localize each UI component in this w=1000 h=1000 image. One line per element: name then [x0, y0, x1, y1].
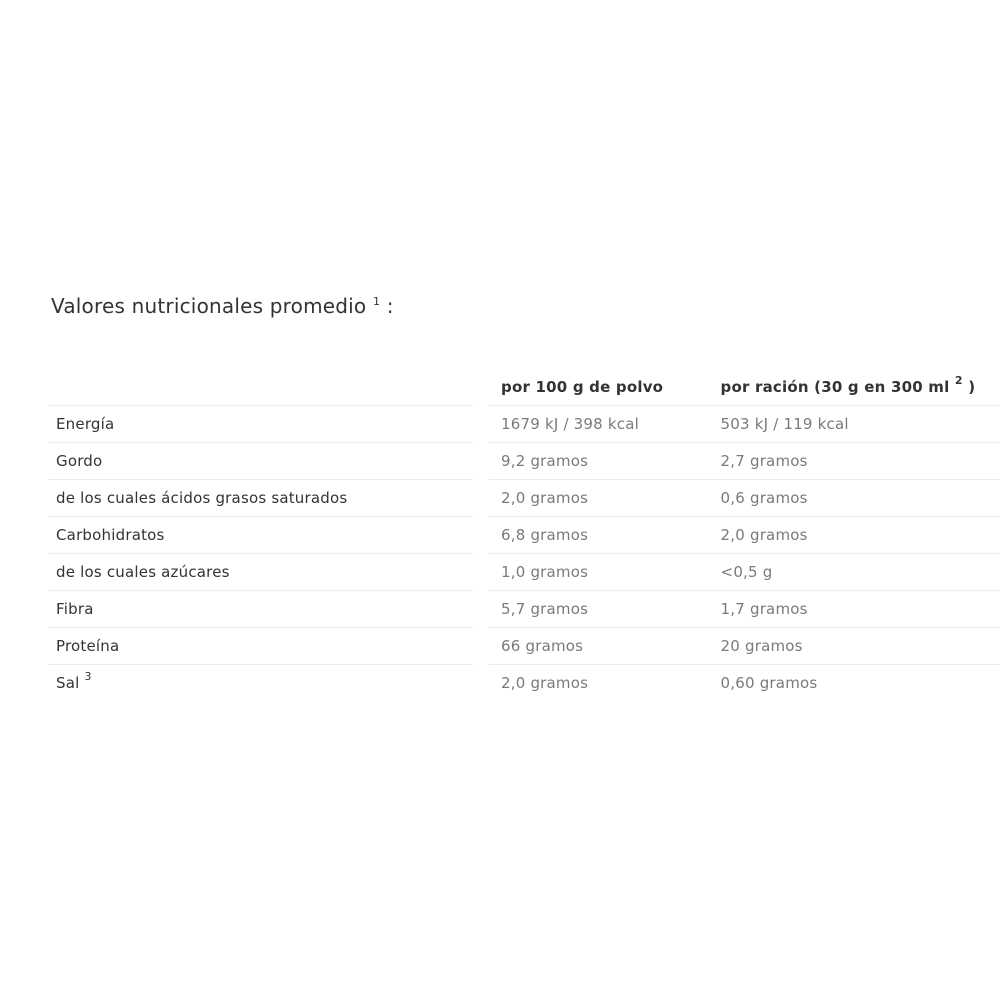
- value-per-100g: 5,7 gramos: [489, 591, 709, 628]
- table-row: [48, 517, 1000, 554]
- nutrition-table-body: [48, 406, 1000, 702]
- value-per-portion: 503 kJ / 119 kcal: [709, 406, 1000, 443]
- value-per-portion: 1,7 gramos: [709, 591, 1000, 628]
- header-per-portion: [709, 369, 1000, 406]
- nutrition-title-text: Valores nutricionales promedio: [51, 294, 367, 318]
- row-gap: [473, 554, 489, 591]
- value-per-100g: 9,2 gramos: [489, 443, 709, 480]
- table-row: [48, 628, 1000, 665]
- row-gap: [473, 591, 489, 628]
- row-gap: [473, 628, 489, 665]
- table-row: [48, 554, 1000, 591]
- nutrient-name: [48, 443, 473, 480]
- nutrient-label: de los cuales azúcares: [56, 563, 230, 581]
- value-per-portion: 20 gramos: [709, 628, 1000, 665]
- header-per-100g: por 100 g de polvo: [501, 378, 664, 396]
- value-per-100g: 2,0 gramos: [489, 665, 709, 702]
- nutrient-name: [48, 628, 473, 665]
- value-per-100g: 1,0 gramos: [489, 554, 709, 591]
- value-per-100g: 66 gramos: [489, 628, 709, 665]
- table-row: [48, 443, 1000, 480]
- title-suffix: :: [380, 294, 394, 318]
- row-gap: [473, 665, 489, 702]
- nutrient-label: Energía: [56, 415, 115, 433]
- nutrient-label: Fibra: [56, 600, 94, 618]
- value-per-100g: 6,8 gramos: [489, 517, 709, 554]
- header-gap: [473, 369, 489, 406]
- header-row: [48, 369, 1000, 406]
- nutrient-name: [48, 554, 473, 591]
- title-footnote-marker: 1: [372, 295, 381, 308]
- table-row: [48, 665, 1000, 702]
- nutrient-name: [48, 406, 473, 443]
- row-gap: [473, 480, 489, 517]
- nutrient-label: Gordo: [56, 452, 103, 470]
- nutrient-name: [48, 591, 473, 628]
- nutrient-name: [48, 665, 473, 702]
- row-gap: [473, 517, 489, 554]
- nutrient-label: Sal: [56, 674, 80, 692]
- nutrient-name: [48, 480, 473, 517]
- header-per-portion-text: por ración (30 g en 300 ml: [720, 378, 950, 396]
- value-per-100g: 1679 kJ / 398 kcal: [489, 406, 709, 443]
- nutrient-label: Carbohidratos: [56, 526, 165, 544]
- row-gap: [473, 443, 489, 480]
- nutrition-table: [48, 369, 1000, 701]
- salt-footnote-marker: 3: [84, 670, 92, 683]
- value-per-portion: 0,6 gramos: [709, 480, 1000, 517]
- nutrition-title: [51, 294, 394, 318]
- nutrient-label: Proteína: [56, 637, 120, 655]
- table-row: [48, 406, 1000, 443]
- row-gap: [473, 406, 489, 443]
- table-row: [48, 480, 1000, 517]
- value-per-portion: 0,60 gramos: [709, 665, 1000, 702]
- value-per-portion: 2,0 gramos: [709, 517, 1000, 554]
- nutrient-name: [48, 517, 473, 554]
- header-nutrient: [48, 369, 473, 406]
- nutrient-label: de los cuales ácidos grasos saturados: [56, 489, 348, 507]
- value-per-portion: 2,7 gramos: [709, 443, 1000, 480]
- value-per-portion: <0,5 g: [709, 554, 1000, 591]
- header-per-portion-footnote: 2: [954, 374, 963, 387]
- header-per-portion-suffix: ): [962, 378, 976, 396]
- value-per-100g: 2,0 gramos: [489, 480, 709, 517]
- nutrition-table-header: [48, 369, 1000, 406]
- table-row: [48, 591, 1000, 628]
